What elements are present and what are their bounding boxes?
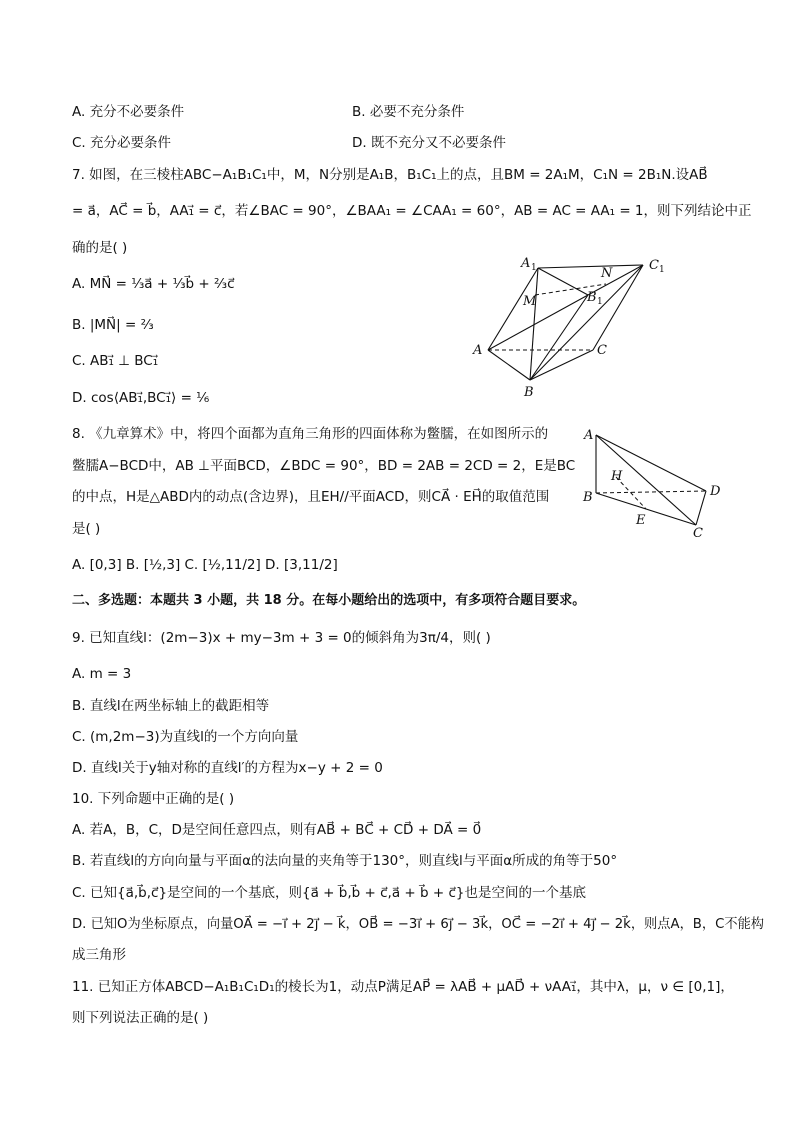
label-N: N: [601, 266, 613, 281]
label-E: E: [636, 513, 646, 528]
label-B1-sub: 1: [597, 297, 603, 307]
q9-option-c: C. (m,2m−3)为直线l的一个方向向量: [72, 729, 299, 745]
q8-options: A. [0,3] B. [½,3] C. [½,11/2] D. [3,11/2]: [72, 557, 338, 573]
label-B1: B: [587, 290, 597, 305]
q11-line1: 11. 已知正方体ABCD−A₁B₁C₁D₁的棱长为1，动点P满足AP⃗ = λAB⃗ + μAD⃗ + νAA₁⃗，其中λ，μ，ν ∈ [0,1]，: [72, 979, 734, 995]
q9-option-b: B. 直线l在两坐标轴上的截距相等: [72, 698, 270, 714]
q11-line2: 则下列说法正确的是( ): [72, 1010, 209, 1026]
q7-option-c: C. AB₁⃗ ⊥ BC₁⃗: [72, 353, 159, 369]
q6-option-b: B. 必要不充分条件: [352, 104, 465, 120]
label-B: B: [524, 385, 534, 400]
q9-option-d: D. 直线l关于y轴对称的直线l′的方程为x−y + 2 = 0: [72, 760, 383, 776]
q6-option-a: A. 充分不必要条件: [72, 104, 185, 120]
label-A: A: [584, 428, 594, 443]
label-C1: C: [649, 258, 659, 273]
q9-option-a: A. m = 3: [72, 666, 132, 682]
q10-option-d-line1: D. 已知O为坐标原点，向量OA⃗ = −i⃗ + 2j⃗ − k⃗，OB⃗ = −3i⃗ + 6j⃗ − 3k⃗，OC⃗ = −2i⃗ + 4j⃗ − 2k⃗，则点A，B，C不能构: [72, 916, 765, 932]
q10-option-b: B. 若直线l的方向向量与平面α的法向量的夹角等于130°，则直线l与平面α所成的角等于50°: [72, 853, 618, 869]
q10-option-a: A. 若A，B，C，D是空间任意四点，则有AB⃗ + BC⃗ + CD⃗ + DA⃗ = 0⃗: [72, 822, 482, 838]
q6-option-d: D. 既不充分又不必要条件: [352, 135, 506, 151]
label-C: C: [597, 343, 607, 358]
q8-line2: 鳖臑A−BCD中，AB ⊥平面BCD，∠BDC = 90°，BD = 2AB = 2CD = 2，E是BC: [72, 458, 576, 474]
q7-stem-line1: 7. 如图，在三棱柱ABC−A₁B₁C₁中，M，N分别是A₁B，B₁C₁上的点，且BM = 2A₁M，C₁N = 2B₁N.设AB⃗: [72, 167, 708, 183]
label-D: D: [710, 484, 721, 499]
label-H: H: [611, 469, 623, 484]
q7-option-b: B. |MN⃗| = ⅔: [72, 317, 154, 333]
q10-option-d-line2: 成三角形: [72, 947, 126, 963]
label-B: B: [583, 490, 593, 505]
q10-option-c: C. 已知{a⃗,b⃗,c⃗}是空间的一个基底，则{a⃗ + b⃗,b⃗ + c⃗,a⃗ + b⃗ + c⃗}也是空间的一个基底: [72, 885, 586, 901]
q8-tetrahedron-figure: [578, 425, 728, 540]
q7-stem-line2: = a⃗，AC⃗ = b⃗，AA₁⃗ = c⃗，若∠BAC = 90°，∠BAA₁ = ∠CAA₁ = 60°，AB = AC = AA₁ = 1，则下列结论中正: [72, 203, 752, 219]
label-C1-sub: 1: [659, 265, 665, 275]
q7-prism-figure: [468, 250, 688, 400]
label-A1: A: [521, 256, 531, 271]
q8-line1: 8. 《九章算术》中，将四个面都为直角三角形的四面体称为鳖臑，在如图所示的: [72, 426, 549, 442]
q10-stem: 10. 下列命题中正确的是( ): [72, 791, 235, 807]
q9-stem: 9. 已知直线l：(2m−3)x + my−3m + 3 = 0的倾斜角为3π/4，则( ): [72, 630, 491, 646]
label-A: A: [473, 343, 483, 358]
q8-line4: 是( ): [72, 521, 101, 537]
label-M: M: [523, 294, 537, 309]
section-2-heading: 二、多选题：本题共 3 小题，共 18 分。在每小题给出的选项中，有多项符合题目要求。: [72, 593, 586, 608]
q7-option-a: A. MN⃗ = ⅓a⃗ + ⅓b⃗ + ⅔c⃗: [72, 276, 235, 292]
label-C: C: [693, 526, 703, 540]
q6-option-c: C. 充分必要条件: [72, 135, 172, 151]
q7-stem-line3: 确的是( ): [72, 240, 128, 256]
q7-option-d: D. cos⟨AB₁⃗,BC₁⃗⟩ = ⅙: [72, 390, 210, 406]
q8-line3: 的中点，H是△ABD内的动点(含边界)，且EH//平面ACD，则CA⃗ · EH⃗的取值范围: [72, 489, 550, 505]
label-A1-sub: 1: [531, 263, 537, 273]
